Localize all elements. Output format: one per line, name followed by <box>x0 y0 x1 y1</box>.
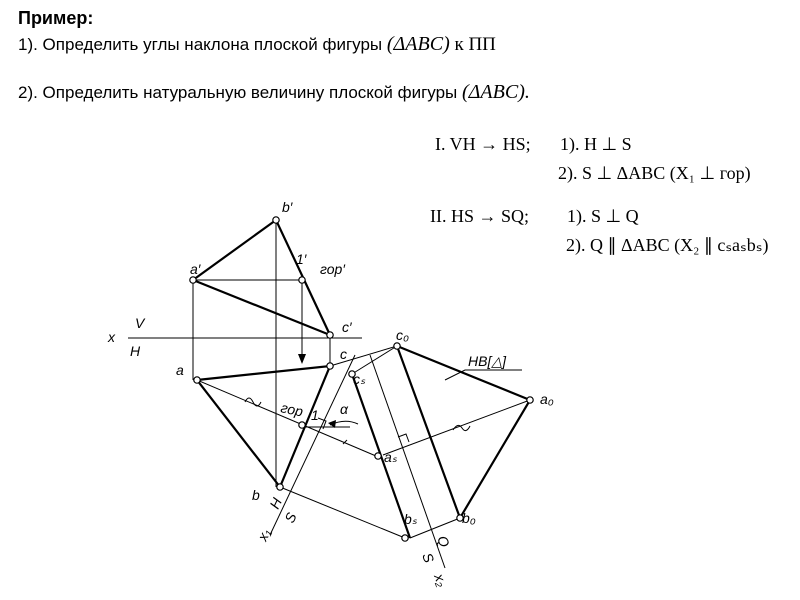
point-a-prime <box>190 277 196 283</box>
label-S-axis: S <box>281 510 300 526</box>
label-b: b <box>252 487 260 503</box>
point-b <box>277 484 283 490</box>
label-1: 1 <box>311 407 319 423</box>
point-b-prime <box>273 217 279 223</box>
task-1-math: (ΔABC) <box>386 33 450 55</box>
projection-line-c0 <box>352 346 397 374</box>
label-x: x <box>108 329 115 345</box>
task-2-text: 2). Определить натуральную величину плоской фигуры <box>18 83 458 102</box>
true-shape-triangle <box>397 346 530 518</box>
point-c <box>327 363 333 369</box>
formula-step2-a: 1). S ⊥ Q <box>567 206 639 226</box>
label-x2: x₂ <box>431 571 451 589</box>
link-1-arrow <box>298 354 306 364</box>
label-H: H <box>130 343 141 359</box>
point-1 <box>299 422 305 428</box>
point-a <box>194 377 200 383</box>
formula-step1-a: 1). H ⊥ S <box>560 134 632 154</box>
formula-step2-b: 2). Q ∥ ΔABC (X₂ ∥ cₛaₛbₛ) <box>566 235 769 255</box>
point-as <box>375 453 381 459</box>
label-gor: гор <box>279 399 305 420</box>
horizontal-line-gor <box>197 366 330 380</box>
projection-line-a0 <box>383 400 530 455</box>
formula-step1-title: I. VH → HS; <box>435 134 531 154</box>
label-a0: a₀ <box>540 391 554 407</box>
label-alpha: α <box>340 401 348 417</box>
nv-leader <box>445 370 522 380</box>
frontal-triangle <box>193 220 330 335</box>
projection-line-a <box>197 380 376 456</box>
label-a: a <box>176 362 184 378</box>
point-bs <box>402 535 408 541</box>
axis-x1 <box>270 355 355 535</box>
label-b0: b₀ <box>462 510 476 526</box>
label-a-prime: a′ <box>190 261 201 277</box>
label-gor-prime: гор′ <box>320 261 345 277</box>
label-V: V <box>135 315 145 331</box>
point-c-prime <box>327 332 333 338</box>
task-1-suffix: к ПП <box>454 34 496 55</box>
label-nv: НВ[△] <box>468 353 506 369</box>
label-H-axis: H <box>266 495 285 512</box>
example-heading: Пример: <box>18 8 94 28</box>
point-1-prime <box>299 277 305 283</box>
label-bs: bₛ <box>404 511 418 527</box>
point-a0 <box>527 397 533 403</box>
task-1-text: 1). Определить углы наклона плоской фигуры <box>18 35 383 54</box>
label-S-q: S <box>419 550 438 565</box>
formula-step1-b: 2). S ⊥ ΔABC (X₁ ⊥ гор) <box>558 163 751 183</box>
projection-line-b0 <box>410 518 460 538</box>
formula-step2-title: II. HS → SQ; <box>430 206 530 226</box>
label-x1: x₁ <box>254 526 274 544</box>
label-b-prime: b′ <box>282 199 293 215</box>
equal-tick-1 <box>245 398 261 406</box>
label-c-prime: c′ <box>342 319 352 335</box>
task-2-math: (ΔABC). <box>462 81 530 103</box>
label-c0: c₀ <box>396 327 409 343</box>
label-c: c <box>340 346 347 362</box>
label-cs: cₛ <box>353 371 366 387</box>
label-as: aₛ <box>384 449 398 465</box>
point-c0 <box>394 343 400 349</box>
label-1-prime: 1′ <box>296 251 307 267</box>
projection-line-b <box>280 487 405 538</box>
label-Q: Q <box>434 533 453 550</box>
